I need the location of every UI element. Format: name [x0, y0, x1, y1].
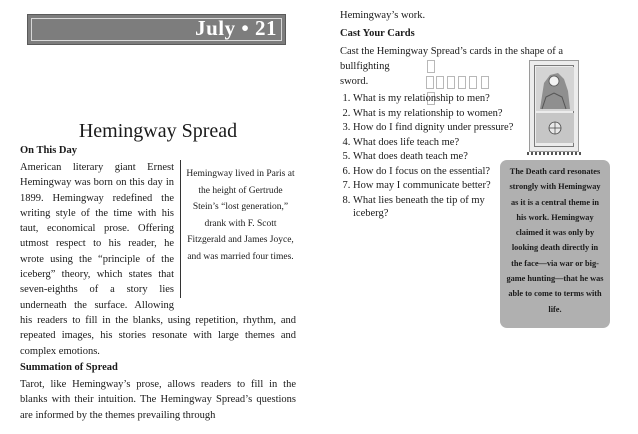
cast-intro-line: sword.: [340, 76, 369, 87]
question-item: 3. How do I find dignity under pressure?: [353, 121, 515, 135]
cast-intro-line: bullfighting: [340, 61, 390, 72]
on-this-day-text: American literary giant Ernest Hemingway was born on this day in 1899. Hemingway redefined the writing style of the time with his taut, economical prose. Offering utmost respect to his reader, he wrote using the “principle of the iceberg” theory, which states that seven-eighths of a story lies underneath the surface. Allowing his readers to fill in the blanks, using repetition, rhythm, and repeated images, his stories resonate with large themes and complex emotions.: [20, 162, 296, 357]
question-item: 5. What does death teach me?: [353, 150, 515, 164]
page-title: Hemingway Spread: [78, 120, 238, 142]
question-item: 7. How may I communicate better?: [353, 179, 515, 193]
sidebar-quote: Hemingway lived in Paris at the height of Gertrude Stein’s “lost generation,” drank with F. Scott Fitzgerald and James Joyce, and was married four times.: [180, 160, 296, 298]
date-label: July • 21: [195, 16, 277, 40]
card-slot: [436, 76, 444, 89]
on-this-day-heading: On This Day: [20, 145, 77, 156]
death-tarot-card-image: [529, 60, 579, 152]
card-slot: [427, 60, 435, 73]
card-slot: [447, 76, 455, 89]
question-item: 6. How do I focus on the essential?: [353, 165, 515, 179]
card-slot: [426, 76, 434, 89]
question-list: [340, 92, 515, 222]
cast-your-cards-heading: Cast Your Cards: [340, 28, 415, 39]
card-slot: [458, 76, 466, 89]
date-banner: [27, 14, 286, 45]
summation-heading: Summation of Spread: [20, 362, 118, 373]
question-item: 1. What is my relationship to men?: [353, 92, 515, 106]
card-slot: [481, 76, 489, 89]
intro-section: [20, 160, 296, 359]
card-slot: [469, 76, 477, 89]
cast-intro-line: Cast the Hemingway Spread’s cards in the shape of a: [340, 46, 564, 57]
card-border-dots: [527, 152, 583, 155]
summation-text: Tarot, like Hemingway’s prose, allows readers to fill in the blanks with their intuition. The Hemingway Spread’s questions are informed by the themes prevailing through: [20, 379, 296, 421]
question-item: 4. What does life teach me?: [353, 136, 515, 150]
death-card-illustration: [530, 61, 579, 152]
question-item: 2. What is my relationship to women?: [353, 107, 515, 121]
continued-text: Hemingway’s work.: [340, 10, 426, 21]
card-caption-box: The Death card resonates strongly with Hemingway as it is a central theme in his work. Hemingway claimed it was only by looking death directly in the face—via war or big-game hunting—that he was able to come to terms with life.: [500, 160, 610, 328]
question-item: 8. What lies beneath the tip of my iceberg?: [353, 194, 515, 221]
